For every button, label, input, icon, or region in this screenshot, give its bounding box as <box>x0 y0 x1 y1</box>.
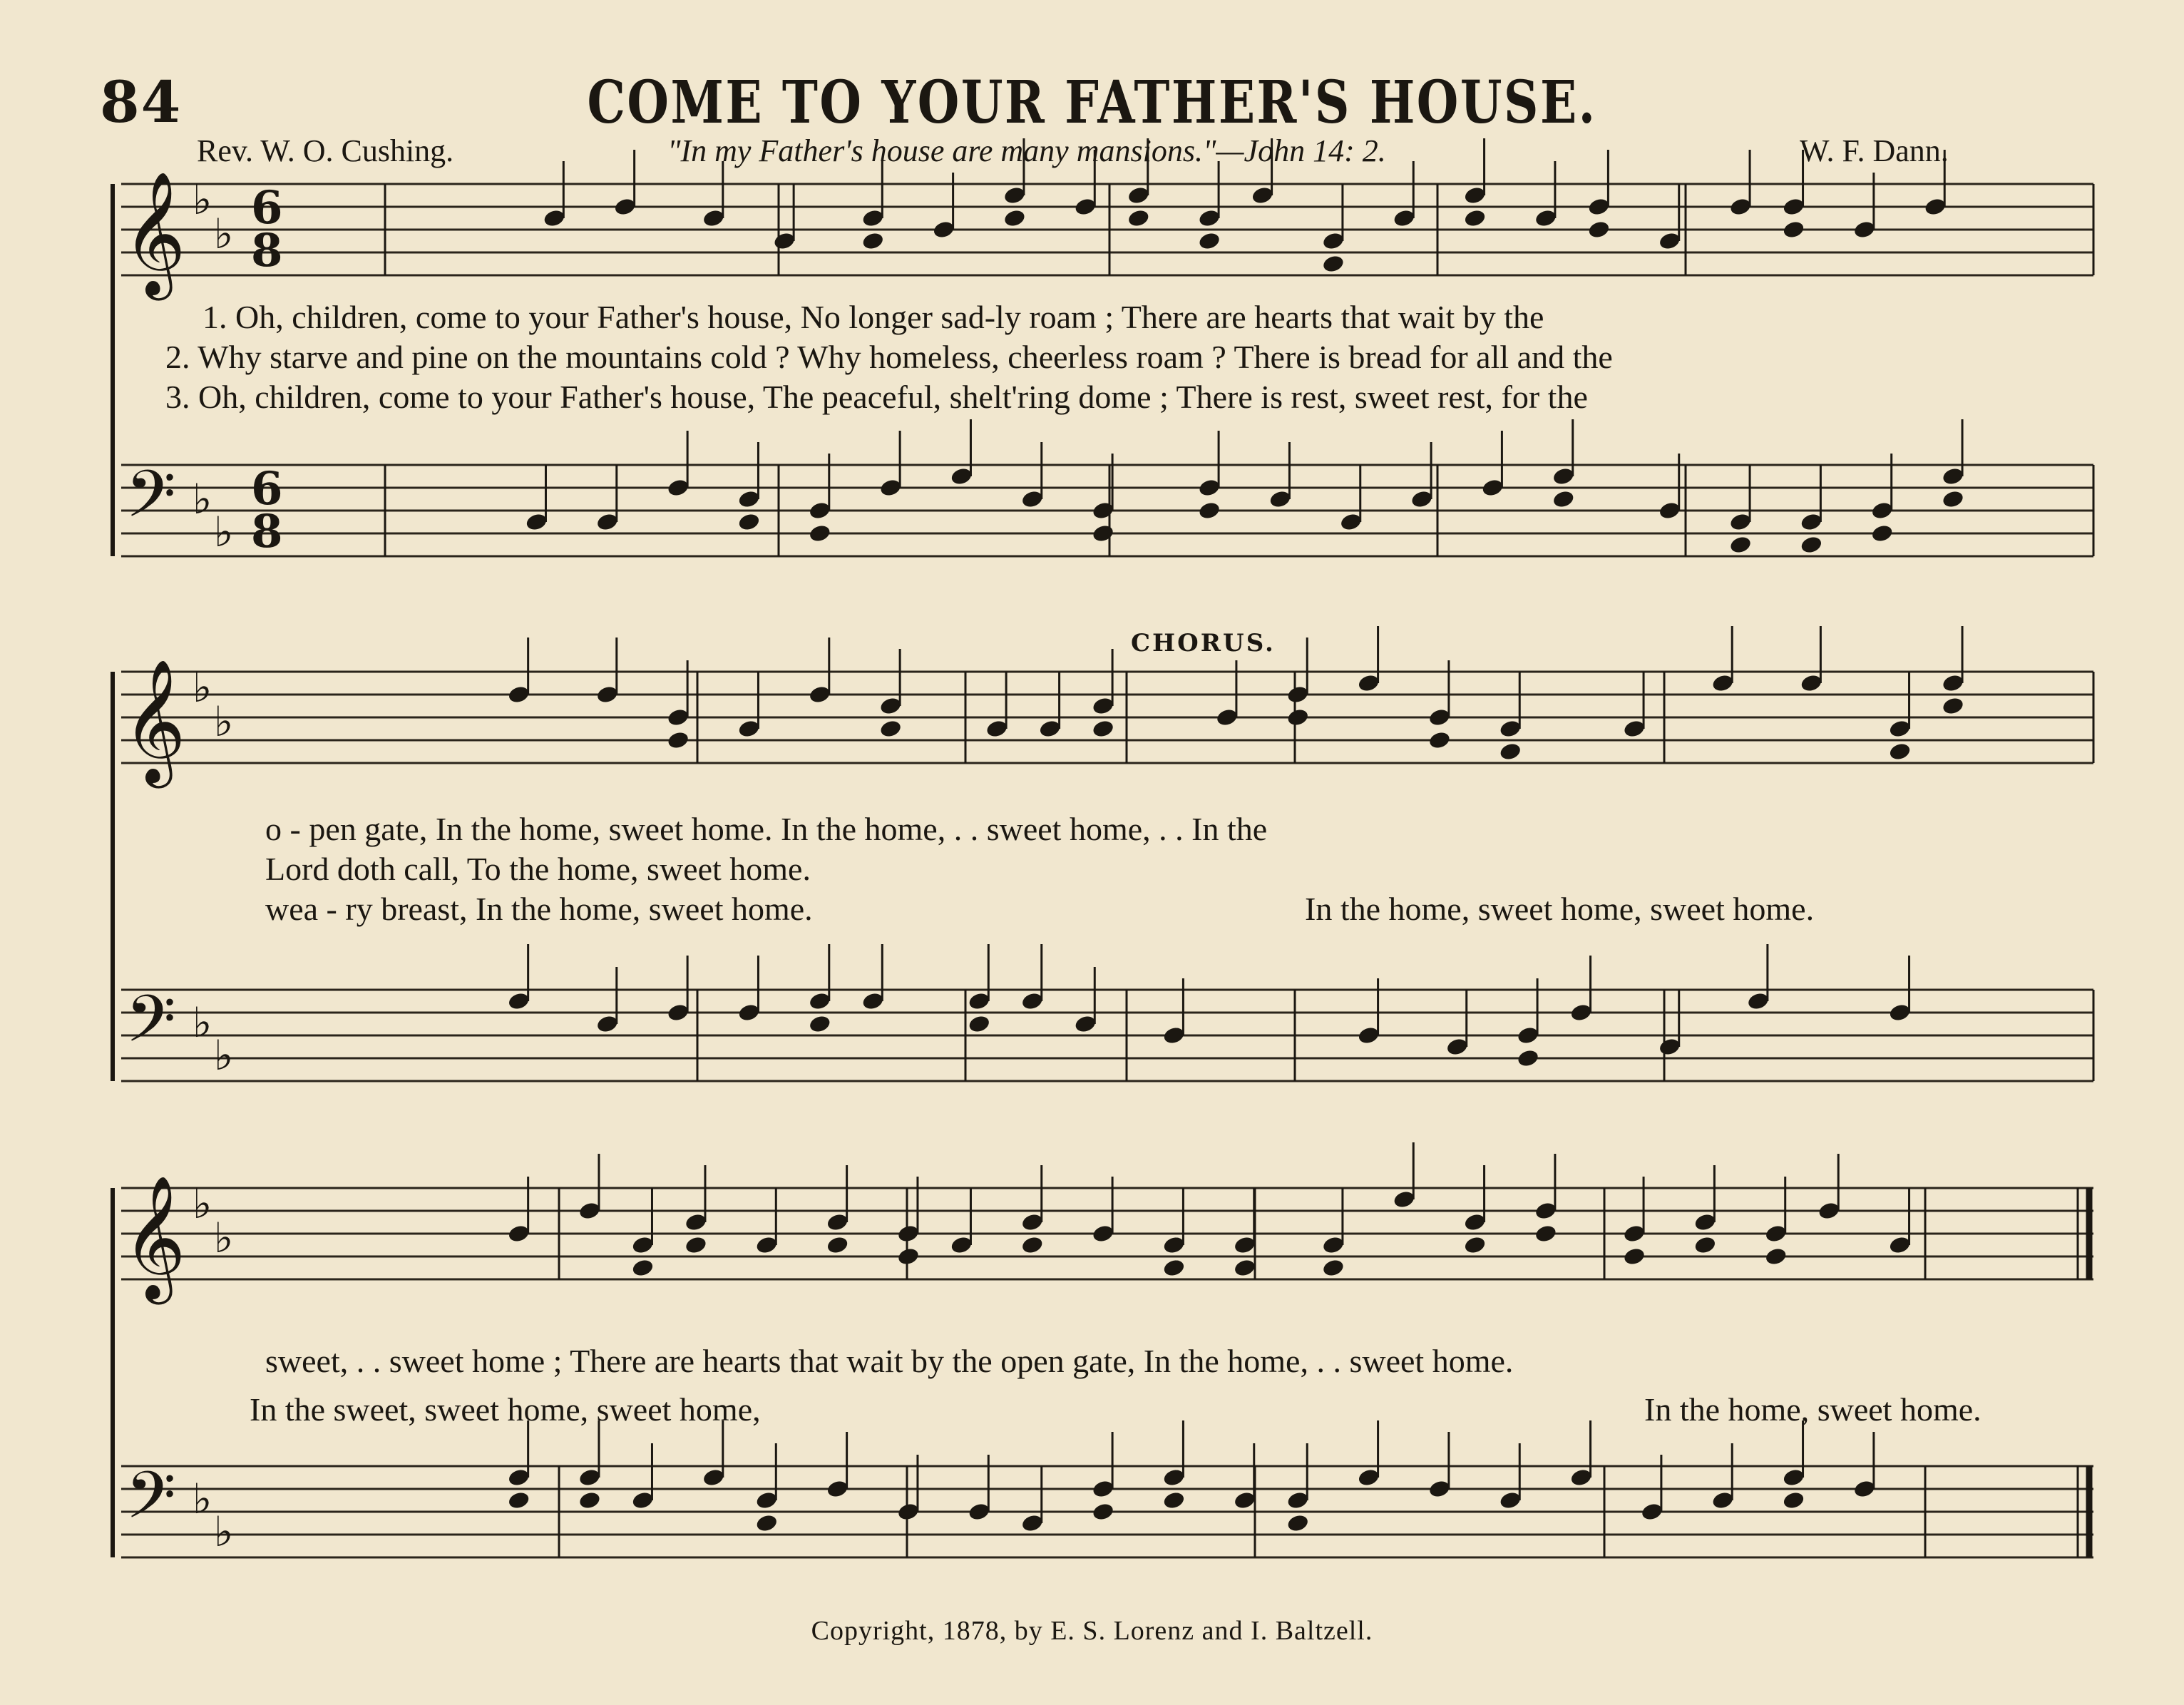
notehead <box>1092 523 1115 543</box>
notehead <box>1941 489 1964 509</box>
notehead <box>684 1235 707 1255</box>
notehead <box>1127 208 1150 228</box>
bass-clef-icon: 𝄢 <box>125 1458 176 1549</box>
notehead <box>667 730 690 750</box>
notehead <box>1782 1490 1805 1510</box>
notehead <box>1728 535 1752 555</box>
bass-clef-icon: 𝄢 <box>125 981 176 1072</box>
flat-icon: ♭ <box>214 697 234 746</box>
flat-icon: ♭ <box>193 475 212 523</box>
notehead <box>1463 208 1487 228</box>
notehead <box>1198 501 1221 521</box>
notehead <box>1020 1235 1044 1255</box>
notehead <box>808 523 831 543</box>
notehead <box>631 1258 655 1278</box>
system3-bass-right-lyrics: In the home, sweet home. <box>1644 1391 1982 1428</box>
system1-verse3-lyrics: 3. Oh, children, come to your Father's house, The peaceful, shelt'ring dome ; There is rest, sweet rest, for the <box>165 379 1588 415</box>
system3-verse1-lyrics: sweet, . . sweet home ; There are hearts that wait by the open gate, In the home, . . sweet home. <box>265 1343 1514 1379</box>
system1-verse2-lyrics: 2. Why starve and pine on the mountains cold ? Why homeless, cheerless roam ? There is bread for all and the <box>165 339 1613 375</box>
notehead <box>1092 1502 1115 1522</box>
notehead <box>1286 707 1310 727</box>
notehead <box>1552 489 1575 509</box>
flat-icon: ♭ <box>214 1507 234 1556</box>
flat-icon: ♭ <box>193 998 212 1047</box>
page-number: 84 <box>100 68 183 135</box>
time-signature-top: 6 <box>251 181 283 235</box>
system2-bass-chorus-lyrics: In the home, sweet home, sweet home. <box>1305 891 1815 927</box>
hymn-title: COME TO YOUR FATHER'S HOUSE. <box>587 68 1597 137</box>
notehead <box>808 1014 831 1034</box>
notehead <box>737 512 761 532</box>
notehead <box>1870 523 1894 543</box>
notehead <box>1693 1235 1717 1255</box>
notehead <box>1162 1490 1186 1510</box>
system2-treble-staff <box>121 672 2093 763</box>
flat-icon: ♭ <box>214 508 234 556</box>
notehead <box>968 1014 991 1034</box>
flat-icon: ♭ <box>193 663 212 712</box>
notehead <box>1162 1258 1186 1278</box>
flat-icon: ♭ <box>214 210 234 258</box>
notehead <box>1622 1246 1646 1266</box>
flat-icon: ♭ <box>193 1475 212 1523</box>
notehead <box>826 1235 849 1255</box>
notehead <box>1764 1246 1788 1266</box>
notehead <box>1587 220 1611 240</box>
time-signature-top: 6 <box>251 462 283 516</box>
system2-verse3-lyrics: wea - ry breast, In the home, sweet home. <box>265 891 813 927</box>
bass-clef-icon: 𝄢 <box>125 456 176 548</box>
notehead <box>578 1490 601 1510</box>
chorus-label: CHORUS. <box>1131 629 1276 657</box>
treble-clef-icon: 𝄞 <box>123 1175 186 1299</box>
notehead <box>755 1513 779 1533</box>
flat-icon: ♭ <box>193 1179 212 1228</box>
flat-icon: ♭ <box>214 1031 234 1080</box>
author-credit: Rev. W. O. Cushing. <box>197 133 454 168</box>
time-signature-bottom: 8 <box>251 505 283 558</box>
composer-credit: W. F. Dann. <box>1800 133 1949 168</box>
notehead <box>896 1246 920 1266</box>
notehead <box>1888 742 1912 762</box>
system3-bass-left-lyrics: In the sweet, sweet home, sweet home, <box>250 1391 761 1428</box>
system2-bass-staff <box>121 990 2093 1081</box>
notehead <box>1233 1258 1256 1278</box>
notehead <box>1198 231 1221 251</box>
time-signature-bottom: 8 <box>251 224 283 277</box>
epigraph: "In my Father's house are many mansions."—John 14: 2. <box>667 133 1386 168</box>
treble-clef-icon: 𝄞 <box>123 659 186 783</box>
time-signature-treble <box>251 181 283 277</box>
notehead <box>1321 254 1345 274</box>
notehead <box>1516 1048 1539 1068</box>
notehead <box>1499 742 1522 762</box>
notehead <box>1782 220 1805 240</box>
notehead <box>507 1490 530 1510</box>
system2-verse2-lyrics: Lord doth call, To the home, sweet home. <box>265 851 811 887</box>
treble-clef-icon: 𝄞 <box>123 171 186 295</box>
copyright-notice: Copyright, 1878, by E. S. Lorenz and I. Baltzell. <box>811 1616 1373 1646</box>
notehead <box>1941 696 1964 716</box>
notehead <box>879 719 903 739</box>
time-signature-bass <box>251 462 283 558</box>
notehead <box>1427 730 1451 750</box>
system2-verse1-lyrics: o - pen gate, In the home, sweet home. In the home, . . sweet home, . . In the <box>265 811 1268 847</box>
flat-icon: ♭ <box>214 1214 234 1262</box>
notehead <box>1463 1235 1487 1255</box>
notehead <box>1003 208 1026 228</box>
notehead <box>1321 1258 1345 1278</box>
notehead <box>1092 719 1115 739</box>
system1-verse1-lyrics: 1. Oh, children, come to your Father's house, No longer sad-ly roam ; There are hearts that wait by the <box>202 299 1544 335</box>
flat-icon: ♭ <box>193 175 212 224</box>
notehead <box>1800 535 1823 555</box>
notehead <box>861 231 885 251</box>
notehead <box>1534 1224 1557 1244</box>
notehead <box>1286 1513 1310 1533</box>
